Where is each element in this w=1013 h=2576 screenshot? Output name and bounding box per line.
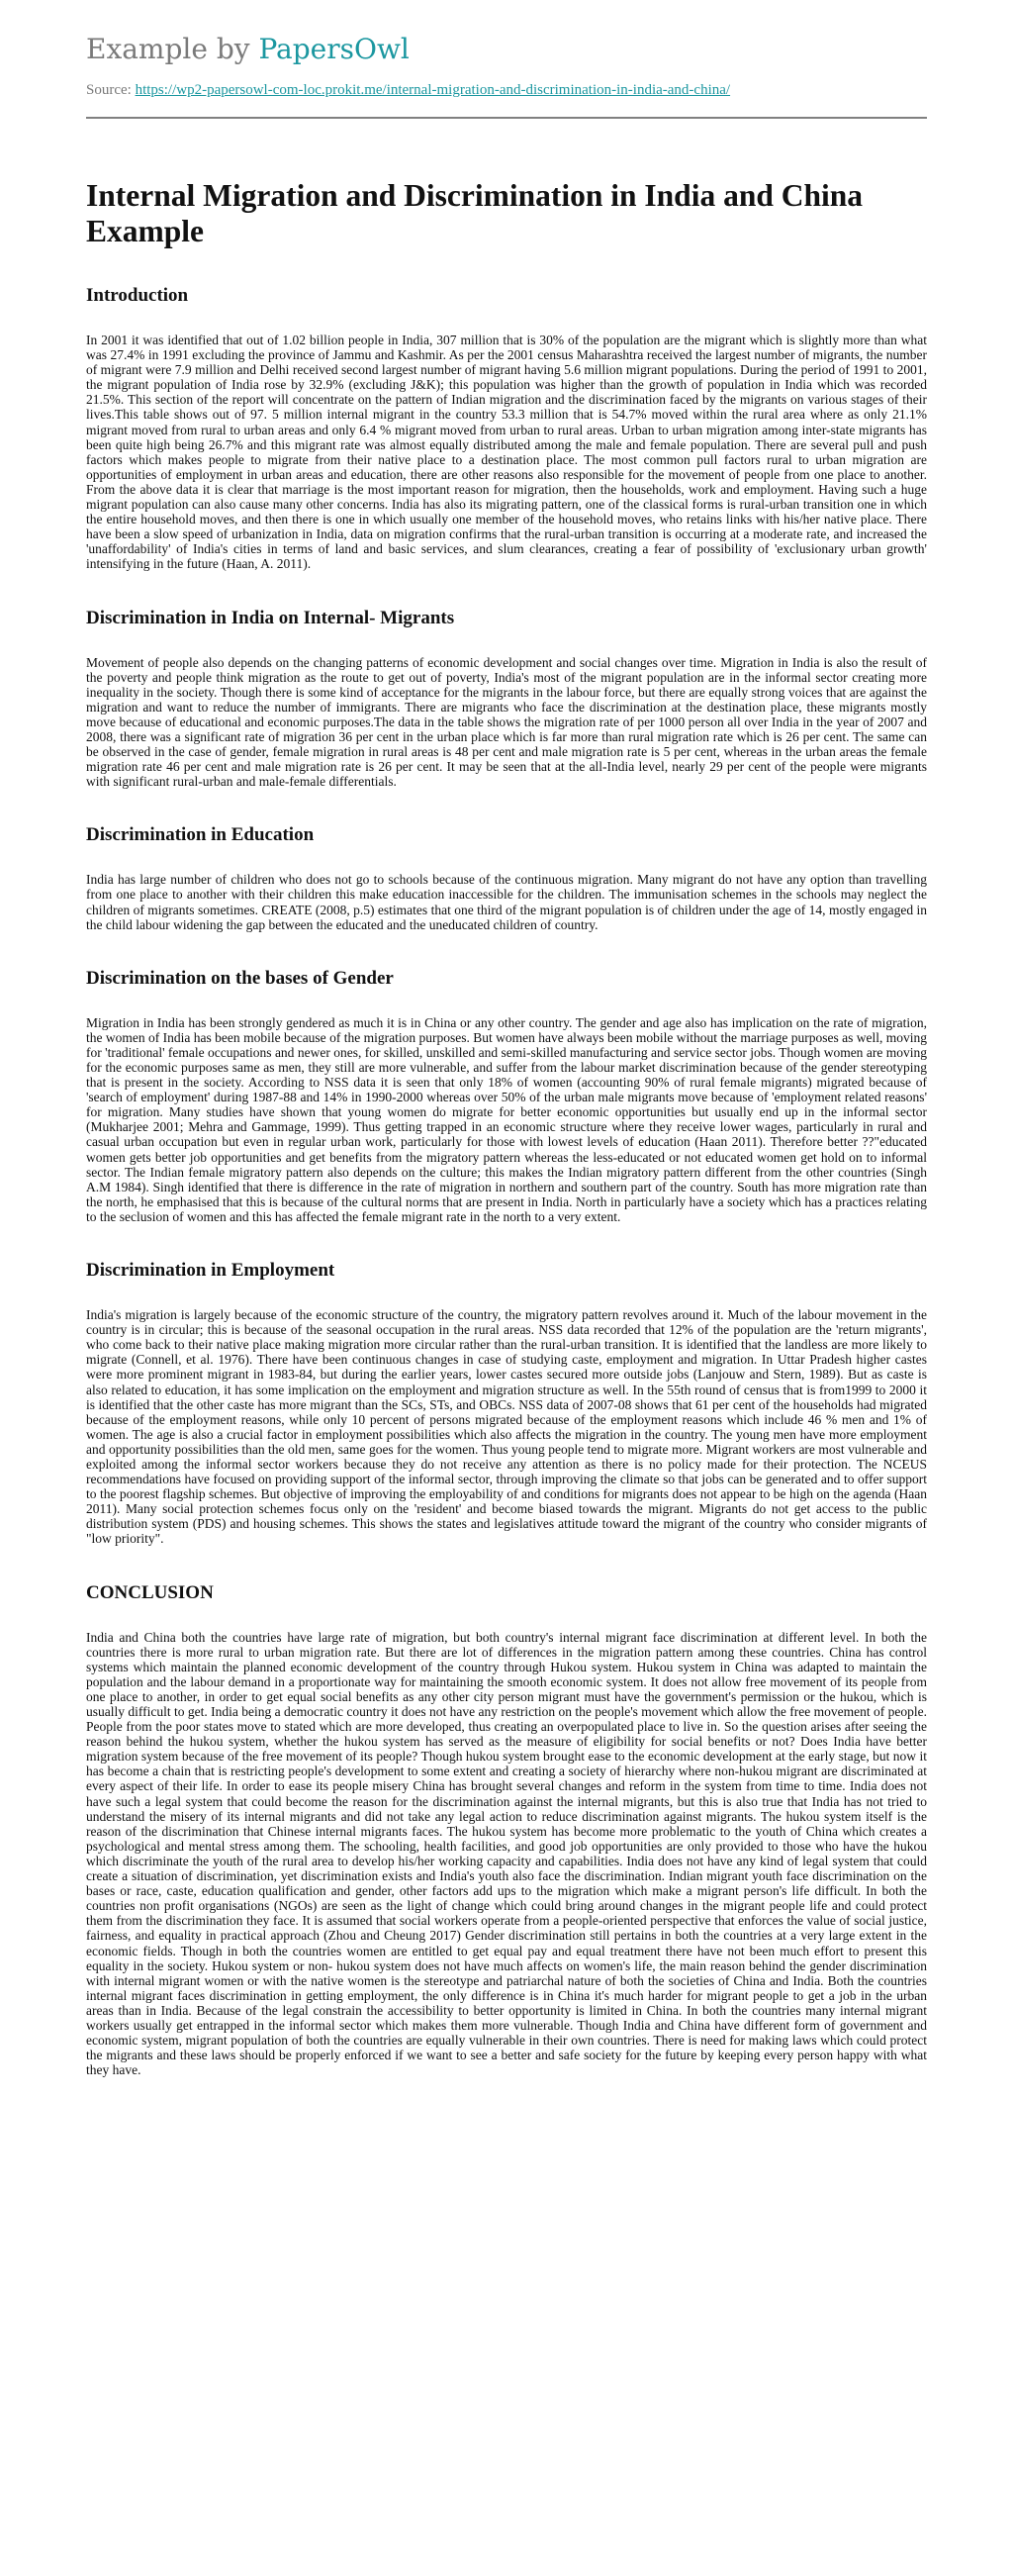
- brand-prefix: Example by: [86, 33, 259, 65]
- page-title: Internal Migration and Discrimination in India and China Example: [86, 178, 864, 248]
- section-body-conclusion: India and China both the countries have large rate of migration, but both country's internal migrant face discrimination at different level. In both the countries there is more rural to urban migration rate. But there are lot of differences in the migration pattern among these countries. China has control systems which maintain the planned economic development of the country through Hukou system. Hukou system in China was adapted to maintain the population and the labour demand in a proportionate way for maintaining the smooth economic system. It does not allow free movement of its people from one place to another, in order to get equal social benefits as any other city person migrant must have the government's permission or the hukou, which is usually difficult to get. India being a democratic country it does not have any restriction on the people's movement which allow the free movement of people. People from the poor states move to stated which are more developed, thus creating an overpopulated place to live in. So the question arises after seeing the reason behind the hukou system, whether the hukou system has served as the measure of eligibility for social benefits or not? Does India have better migration system because of the free movement of its people? Though hukou system brought ease to the economic development at the early stage, but now it has become a chain that is restricting people's development to some extent and creating a society of hierarchy where non-hukou migrant are discriminated at every aspect of their life. In order to ease its people misery China has brought several changes and reform in the system from time to time. India does not have such a legal system that could become the reason for the discrimination against the internal migrants, but this is also true that India has not tried to understand the misery of its internal migrants and did not take any legal action to reduce discrimination against migrants. The hukou system itself is the reason of the discrimination that Chinese internal migrants faces. The hukou system has become more problematic to the youth of China which creates a psychological and mental stress among them. The schooling, health facilities, and good job opportunities are only provided to those who have the hukou which discriminate the youth of the rural area to develop his/her working capacity and capabilities. India does not have any kind of legal system that could create a situation of discrimination, yet discrimination exists and India's youth also face the discrimination. Indian migrant youth face discrimination on the bases or race, caste, education qualification and gender, other factors add ups to the migration which make a migrant person's life difficult. In both the countries non profit organisations (NGOs) are seen as the light of change which could bring around changes in the migrant people life and could protect them from the discrimination they face. It is assumed that social workers operate from a people-oriented perspective that enforces the value of social justice, fairness, and equality in practical approach (Zhou and Cheung 2017) Gender discrimination still pertains in both the countries at a very large extent in the economic fields. Though in both the countries women are entitled to get equal pay and equal treatment there have not been much effort to present this equality in the society. Hukou system or non- hukou system does not have much affects on women's life, the main reason behind the gender discrimination with internal migrant women or with the native women is the stereotype and patriarchal nature of both the societies of China and India. Both the countries internal migrant faces discrimination in getting employment, the only difference is in China it's much harder for migrant people to get a job in the urban areas than in India. Because of the legal constrain the accessibility to better opportunity is limited in China. In both the countries many internal migrant workers usually get entrapped in the informal sector which makes them more vulnerable. Though India and China have different form of government and economic system, migrant population of both the countries are equally vulnerable in their own countries. There is need for making laws which could protect the migrants and these laws should be properly enforced if we want to see a better and safe society for the future by keeping every person happy with what they have.: [86, 1629, 927, 2078]
- brand-name: PapersOwl: [258, 33, 410, 65]
- section-body-discrimination-india: Movement of people also depends on the changing patterns of economic development and social changes over time. Migration in India is also the result of the poverty and people think migration as the route to get out of poverty, India's most of the migrant population are in the informal sector creating more inequality in the society. Though there is some kind of acceptance for the migrants in the labour force, but there are equally strong voices that are against the migration and want to reduce the number of immigrants. There are migrants who face the discrimination at the destination place, these migrants mostly move because of educational and economic purposes.The data in the table shows the migration rate of per 1000 person all over India in the year of 2007 and 2008, there was a significant rate of migration 36 per cent in the urban place which is far more than rural migration rate which is 26 per cent. The same can be observed in the case of gender, female migration in rural areas is 48 per cent and male migration rate is 5 per cent, whereas in the urban areas the female migration rate 46 per cent and male migration rate is 26 per cent. It may be seen that at the all-India level, nearly 29 per cent of the people were migrants with significant rural-urban and male-female differentials.: [86, 654, 927, 790]
- source-label: Source:: [86, 82, 136, 98]
- section-heading-education: Discrimination in Education: [86, 824, 315, 846]
- section-body-introduction: In 2001 it was identified that out of 1.02 billion people in India, 307 million that is 30% of the population are the migrant which is slightly more than what was 27.4% in 1991 excluding the province of Jammu and Kashmir. As per the 2001 census Maharashtra received the largest number of migrants, the number of migrant were 7.9 million and Delhi received second largest number of migrant having 5.6 million migrant populations. During the period of 1991 to 2001, the migrant population of India rose by 32.9% (excluding J&K); this population was higher than the growth of population in India which was recorded 21.5%. This section of the report will concentrate on the pattern of Indian migration and the discrimination faced by the migrants on various stages of their lives.This table shows out of 97. 5 million internal migrant in the country 53.3 million that is 54.7% moved within the rural area where as only 21.1% migrant moved from rural to urban areas and only 6.4 % migrant moved from urban to rural areas. Urban to urban migration among inter-state migrants has been quite high being 26.7% and this migrant rate was almost equally distributed among the male and female population. There are several pull and push factors which makes people to migrate from their native place to a destination place. The most common pull factors rural to urban migration are opportunities of employment in urban areas and education, there are other reasons also responsible for the movement of people from one place to another. From the above data it is clear that marriage is the most important reason for migration, then the households, work and employment. Having such a huge migrant population can also cause many other concerns. India has also its migrating pattern, one of the classical forms is rural-urban transition one in which the entire household moves, and then there is one in which usually one member of the household moves, who retains links with his/her native place. There have been a slow speed of urbanization in India, data on migration confirms that the rural-urban transition is occurring at a moderate rate, and increased the 'unaffordability' of India's cities in terms of land and basic services, and slum clearances, creating a fear of possibility of 'exclusionary urban growth' intensifying in the future (Haan, A. 2011).: [86, 333, 927, 572]
- section-body-gender: Migration in India has been strongly gendered as much it is in China or any other country. The gender and age also has implication on the rate of migration, the women of India has been mobile because of the migration purposes. But women have always been mobile without the marriage purposes as well, moving for 'traditional' female occupations and newer ones, for skilled, unskilled and semi-skilled manufacturing and service sector jobs. Though women are moving for the economic purposes same as men, they still are more vulnerable, and suffer from the labour market discrimination because of the gender stereotyping that is present in the society. According to NSS data it is seen that only 18% of women (accounting 90% of rural female migrants) migrated because of 'search of employment' during 1987-88 and 14% in 1990-2000 whereas over 50% of the urban male migrants move because of 'employment related reasons' for migration. Many studies have shown that young women do migrate for better economic opportunities but usually end up in the informal sector (Mukharjee 2001; Mehra and Gammage, 1999). Thus getting trapped in an economic structure where they receive lower wages, particularly in rural and casual urban occupation but even in regular urban work, particularly for those with lowest levels of education (Haan 2011). Therefore better ??"educated women gets better job opportunities and get benefits from the migratory pattern whereas the less-educated or not educated women get hold on to informal sector. The Indian female migratory pattern also depends on the culture; this makes the Indian migratory pattern different from the other countries (Singh A.M 1984). Singh identified that there is difference in the rate of migration in northern and southern part of the country. South has more migration rate than the north, he emphasised that this is because of the cultural norms that are present in India. North in particularly have a society which has a practices relating to the seclusion of women and this has affected the female migrant rate in the north to a very extent.: [86, 1014, 927, 1224]
- source-link[interactable]: https://wp2-papersowl-com-loc.prokit.me/internal-migration-and-discrimination-in-india-and-china/: [135, 82, 731, 98]
- source-line: [86, 81, 927, 99]
- section-heading-employment: Discrimination in Employment: [86, 1260, 335, 1282]
- section-heading-discrimination-india: Discrimination in India on Internal- Migrants: [86, 607, 455, 628]
- section-heading-gender: Discrimination on the bases of Gender: [86, 967, 394, 989]
- header-divider: [86, 117, 927, 119]
- section-heading-conclusion: CONCLUSION: [86, 1581, 214, 1603]
- section-body-education: India has large number of children who does not go to schools because of the continuous migration. Many migrant do not have any option than travelling from one place to another with their children this make education inaccessible for the children. The immunisation schemes in the schools may neglect the children of migrants sometimes. CREATE (2008, p.5) estimates that one third of the migrant population is of children under the age of 14, mostly engaged in the child labour widening the gap between the educated and the uneducated children of country.: [86, 872, 927, 932]
- brand-header: [86, 32, 927, 67]
- section-heading-introduction: Introduction: [86, 285, 189, 306]
- section-body-employment: India's migration is largely because of the economic structure of the country, the migratory pattern revolves around it. Much of the labour movement in the country is in circular; this is because of the seasonal occupation in the rural areas. NSS data recorded that 12% of the population are the 'return migrants', who come back to their native place making migration more circular rather than the rural-urban transition. It is identified that the landless are more likely to migrate (Connell, et al. 1976). There have been continuous changes in case of studying caste, employment and migration. In Uttar Pradesh higher castes were more prominent migrant in 1983-84, but during the earlier years, lower castes secured more outside jobs (Lanjouw and Stern, 1989). But as caste is also related to education, it has some implication on the employment and migration structure as well. In the 55th round of census that is from1999 to 2000 it is identified that the other caste has more migrant than the SCs, STs, and OBCs. NSS data of 2007-08 shows that 61 per cent of the households had migrated because of the employment reasons, while only 10 percent of persons migrated because of the employment reasons which include 46 % men and 1% of women. The age is also a crucial factor in employment possibilities which also affects the migration in the country. The young men have more employment and opportunity possibilities than the old men, same goes for the women. Thus young people tend to migrate more. Migrant workers are most vulnerable and exploited among the informal sector workers because they do not receive any attention as there is no policy made for their protection. The NCEUS recommendations have focused on providing support of the informal sector, through improving the climate so that jobs can be generated and to offer support to the poorest flagship schemes. But objective of improving the employability of and conditions for migrants does not appear to be high on the agenda (Haan 2011). Many social protection schemes focus only on the 'resident' and become biased towards the migrant. Migrants do not get access to the public distribution system (PDS) and housing schemes. This shows the states and legislatives attitude toward the migrant of the country who consider migrants of "low priority".: [86, 1307, 927, 1547]
